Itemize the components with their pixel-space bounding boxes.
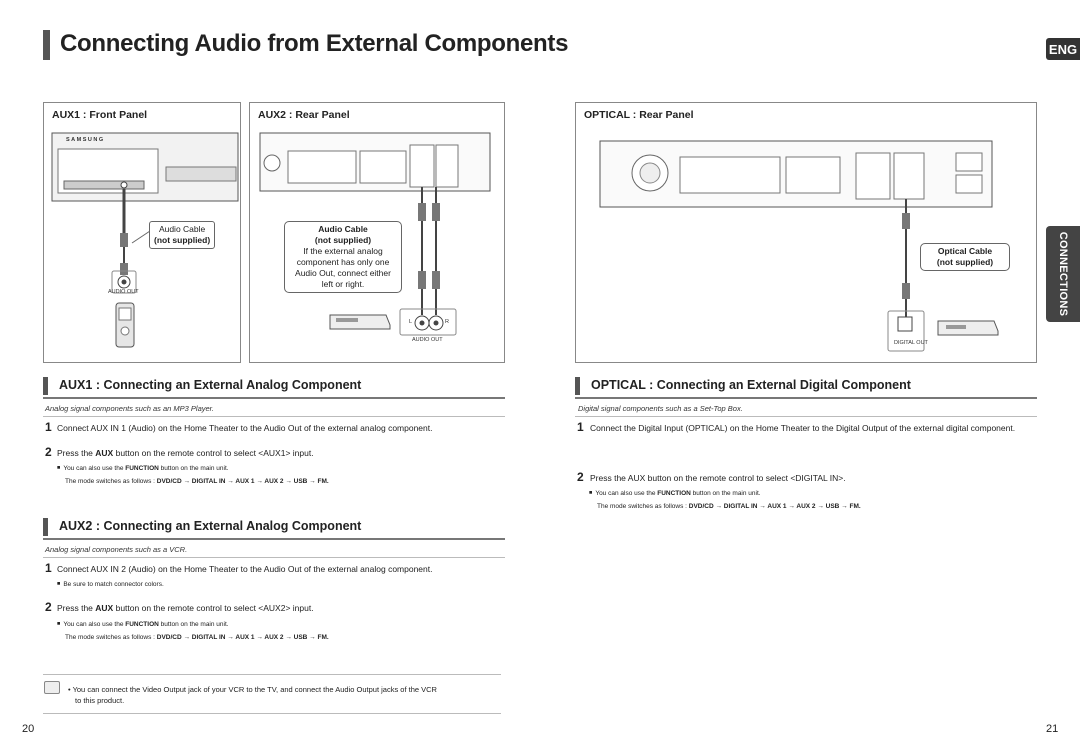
aux2-cable-note: (not supplied) (314, 235, 372, 245)
optical-cable-name: Optical Cable (937, 246, 993, 256)
aux2-cable-hint-3: Audio Out, connect either (295, 268, 391, 278)
aux1-tip-pre: You can also use the (63, 465, 126, 472)
aux2-step1-text: Connect AUX IN 2 (Audio) on the Home Theater to the Audio Out of the external analog component. (57, 564, 433, 574)
optical-diagram-illustration (576, 103, 1037, 363)
aux2-jack-left-label: L (409, 319, 413, 325)
note-icon (44, 681, 60, 694)
optical-diagram-panel (575, 102, 1037, 363)
aux1-section-bar (43, 377, 48, 395)
aux1-tip-key: FUNCTION (125, 465, 159, 472)
optical-note-rule (575, 416, 1037, 417)
page-number-left: 20 (22, 723, 35, 735)
optical-step2-text: Press the AUX button on the remote control to select <DIGITAL IN>. (590, 473, 846, 483)
aux2-mode-sequence (65, 634, 329, 641)
aux1-step2-number: 2 (45, 445, 52, 459)
language-badge: ENG (1046, 38, 1080, 60)
optical-function-tip (589, 490, 761, 497)
note-bottom-rule (43, 713, 501, 714)
optical-step1-number: 1 (577, 420, 584, 434)
aux1-tip-post: button on the main unit. (158, 465, 229, 472)
optical-mode-pre: The mode switches as follows : (597, 503, 689, 510)
aux2-panel-label: AUX2 : Rear Panel (258, 109, 350, 121)
aux1-mode-pre: The mode switches as follows : (65, 478, 157, 485)
optical-step1-text: Connect the Digital Input (OPTICAL) on the Home Theater to the Digital Output of the external digital component. (590, 423, 1016, 433)
optical-cable-note: (not supplied) (936, 257, 994, 267)
optical-section-note: Digital signal components such as a Set-Top Box. (578, 404, 743, 413)
aux1-cable-callout (149, 221, 215, 249)
aux1-step2-key: AUX (95, 448, 114, 458)
aux1-note-rule (43, 416, 505, 417)
title-accent-bar (43, 30, 50, 60)
optical-digital-out-label: DIGITAL OUT (894, 340, 928, 346)
optical-mode-sequence (597, 503, 861, 510)
aux1-audio-out-label: AUDIO OUT (108, 289, 139, 295)
optical-tip-pre: You can also use the (595, 490, 658, 497)
note-top-rule (43, 674, 501, 675)
aux2-step2-number: 2 (45, 600, 52, 614)
aux1-cable-name: Audio Cable (158, 224, 206, 234)
aux1-step1-number: 1 (45, 420, 52, 434)
aux1-mode-seq: DVD/CD → DIGITAL IN → AUX 1 → AUX 2 → USB → FM. (156, 478, 329, 485)
aux2-cable-hint-1: If the external analog (303, 246, 383, 256)
aux2-step2-key: AUX (95, 603, 114, 613)
aux2-tip-pre: You can also use the (63, 621, 126, 628)
vcr-note-line2: to this product. (75, 696, 125, 705)
aux2-note-rule (43, 557, 505, 558)
aux2-step2-pre: Press the (57, 603, 96, 613)
aux1-brand-label: SAMSUNG (66, 137, 105, 143)
aux1-cable-note: (not supplied) (154, 235, 211, 245)
optical-section-title: OPTICAL : Connecting an External Digital Component (591, 378, 911, 392)
optical-cable-callout (920, 243, 1010, 271)
aux2-cable-hint-4: left or right. (321, 279, 365, 289)
aux2-step2-text (57, 602, 507, 615)
aux2-cable-hint-2: component has only one (296, 257, 390, 267)
aux1-step1-text: Connect AUX IN 1 (Audio) on the Home Theater to the Audio Out of the external analog component. (57, 423, 433, 433)
aux2-connector-tip: ■ Be sure to match connector colors. (57, 581, 164, 588)
aux2-diagram-panel (249, 102, 505, 363)
aux1-section-note: Analog signal components such as an MP3 Player. (45, 404, 214, 413)
vcr-note-line1: • You can connect the Video Output jack of your VCR to the TV, and connect the Audio Output jacks of the VCR (68, 685, 437, 694)
optical-tip-key: FUNCTION (657, 490, 691, 497)
aux2-audio-out-label: AUDIO OUT (412, 337, 443, 343)
page-number-right: 21 (1046, 723, 1059, 735)
aux1-section-title: AUX1 : Connecting an External Analog Component (59, 378, 362, 392)
optical-step2-number: 2 (577, 470, 584, 484)
aux2-section-bar (43, 518, 48, 536)
optical-section-rule (575, 397, 1037, 399)
aux2-cable-name: Audio Cable (318, 224, 368, 234)
aux2-section-rule (43, 538, 505, 540)
aux2-step2-post: button on the remote control to select <AUX2> input. (113, 603, 314, 613)
optical-panel-label: OPTICAL : Rear Panel (584, 109, 694, 121)
aux2-section-title: AUX2 : Connecting an External Analog Component (59, 519, 362, 533)
aux1-step2-pre: Press the (57, 448, 96, 458)
aux1-step2-post: button on the remote control to select <AUX1> input. (113, 448, 314, 458)
aux2-function-tip (57, 621, 229, 628)
aux2-tip-key: FUNCTION (125, 621, 159, 628)
aux2-mode-seq: DVD/CD → DIGITAL IN → AUX 1 → AUX 2 → USB → FM. (156, 634, 329, 641)
aux1-function-tip (57, 465, 229, 472)
aux2-tip-post: button on the main unit. (158, 621, 229, 628)
aux1-mode-sequence (65, 478, 329, 485)
side-tab-label: CONNECTIONS (1057, 231, 1069, 317)
vcr-video-note (68, 684, 508, 706)
aux1-step2-text (57, 447, 507, 460)
section-side-tab (1046, 226, 1080, 322)
aux2-mode-pre: The mode switches as follows : (65, 634, 157, 641)
aux2-step1-number: 1 (45, 561, 52, 575)
page-title: Connecting Audio from External Components (60, 30, 569, 57)
optical-section-bar (575, 377, 580, 395)
aux1-panel-label: AUX1 : Front Panel (52, 109, 148, 121)
aux2-cable-callout (284, 221, 402, 293)
aux1-diagram-panel (43, 102, 241, 363)
aux2-jack-right-label: R (445, 319, 449, 325)
optical-mode-seq: DVD/CD → DIGITAL IN → AUX 1 → AUX 2 → USB → FM. (688, 503, 861, 510)
aux1-section-rule (43, 397, 505, 399)
optical-tip-post: button on the main unit. (690, 490, 761, 497)
aux2-section-note: Analog signal components such as a VCR. (45, 545, 188, 554)
